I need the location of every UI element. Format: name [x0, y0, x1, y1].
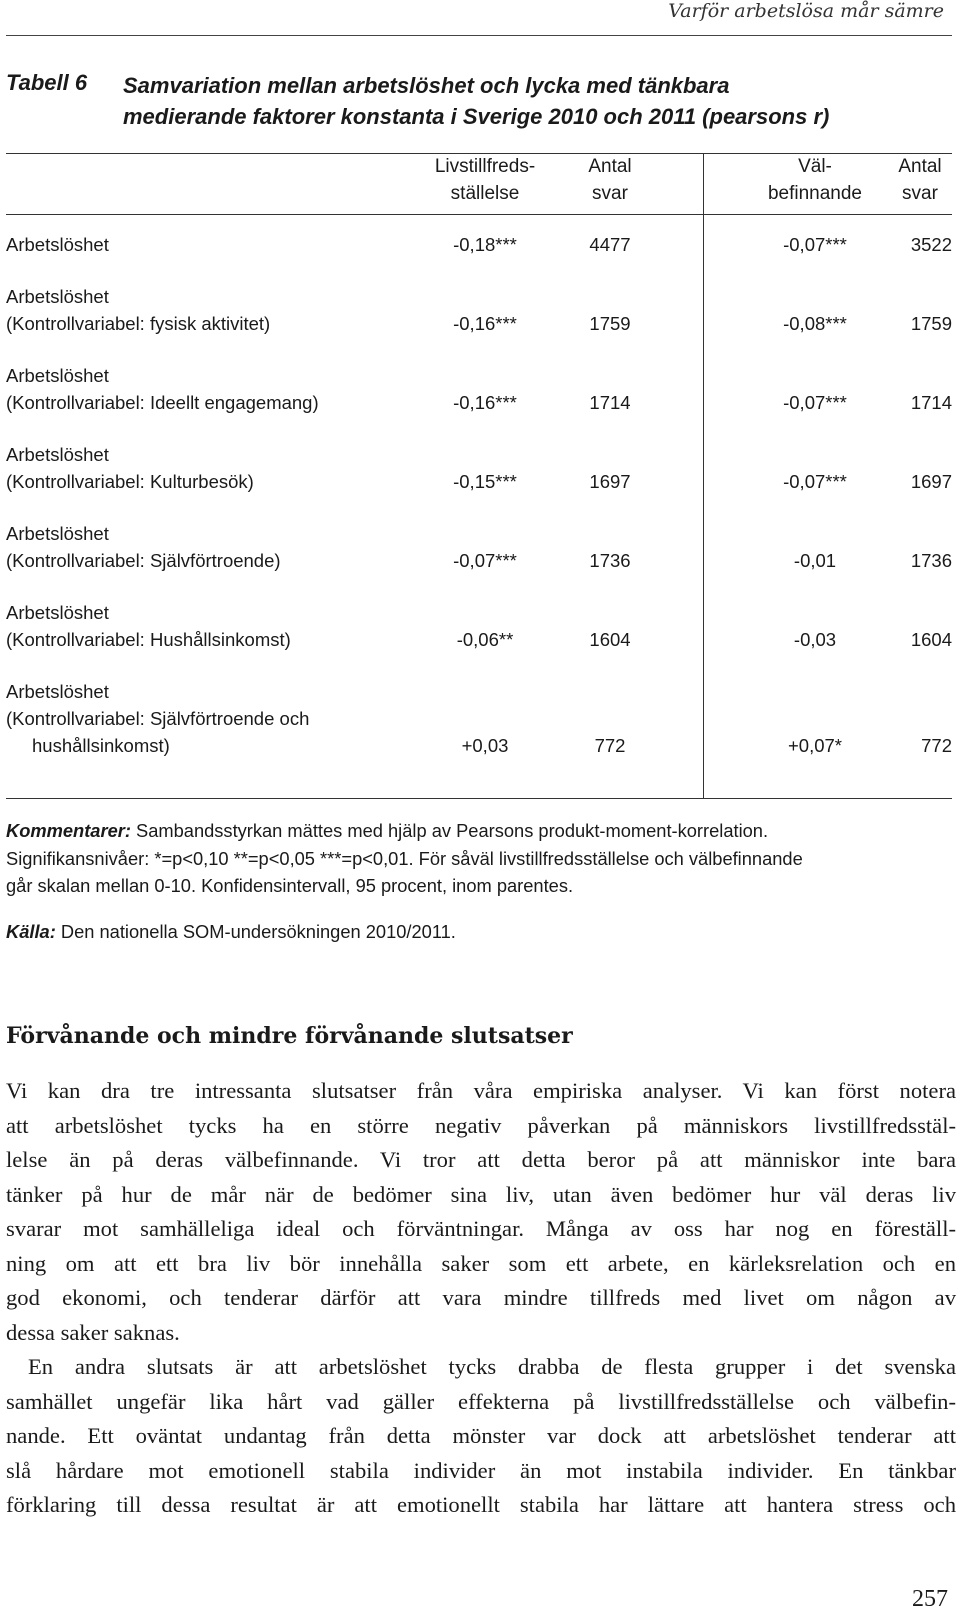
table-row: [0, 228, 960, 258]
row-label-line: Arbetslöshet: [6, 286, 109, 307]
section-heading: Förvånande och mindre förvånande slutsatser: [6, 1023, 573, 1049]
column-header-line: Väl-: [798, 156, 832, 177]
text-line: ning om att ett bra liv bör innehålla saker som ett arbete, en kärleksrelation och en: [6, 1250, 956, 1276]
table-comment: [6, 817, 956, 900]
row-label-line: Arbetslöshet: [6, 602, 109, 623]
cell-antal-1: 1736: [589, 550, 631, 571]
text-line: nande. Ett oväntat undantag från detta mönster var dock att arbetslöshet tenderar att: [6, 1423, 956, 1448]
column-header-line: Livstillfreds-: [434, 156, 536, 177]
running-head: Varför arbetslösa mår sämre: [668, 0, 944, 22]
column-header-line: Antal: [898, 156, 942, 177]
table-row: [0, 673, 960, 759]
row-label-line: Arbetslöshet: [6, 234, 109, 255]
comment-text-3: går skalan mellan 0-10. Konfidensintervall, 95 procent, inom parentes.: [6, 875, 574, 896]
comment-text-2: Signifikansnivåer: *=p<0,10 **=p<0,05 ***=p<0,01. För såväl livstillfredsställelse och välbefinnande: [6, 847, 803, 869]
cell-valbefinnande: -0,03: [793, 629, 837, 650]
cell-valbefinnande: -0,07***: [783, 471, 847, 492]
row-label: [6, 441, 254, 495]
text-line: Vi kan dra tre intressanta slutsatser från våra empiriska analyser. Vi kan först notera: [6, 1078, 956, 1103]
row-label-line: Arbetslöshet: [6, 523, 109, 544]
body-text: [6, 1074, 956, 1523]
cell-valbefinnande: +0,07*: [787, 735, 842, 756]
row-label-line: (Kontrollvariabel: Hushållsinkomst): [6, 629, 291, 650]
cell-livstillfredsstallelse: -0,15***: [453, 471, 517, 492]
column-header-antal-1: [560, 153, 660, 207]
row-label: [6, 678, 309, 759]
text-line: lelse än på deras välbefinnande. Vi tror att detta beror på att människor inte bara: [6, 1147, 956, 1172]
row-label: [6, 362, 319, 416]
table-title: [123, 70, 943, 132]
cell-livstillfredsstallelse: -0,06**: [456, 629, 514, 650]
table-row: [0, 435, 960, 495]
source-text: Den nationella SOM-undersökningen 2010/2011.: [55, 921, 456, 942]
row-label-line: (Kontrollvariabel: Självförtroende och: [6, 708, 310, 729]
cell-antal-1: 1697: [589, 471, 631, 492]
text-line: att arbetslöshet tycks ha en större negativ påverkan på människors livstillfredsstäl-: [6, 1112, 956, 1138]
paragraph-2: [6, 1350, 956, 1523]
cell-valbefinnande: -0,01: [793, 550, 837, 571]
row-label-line: (Kontrollvariabel: fysisk aktivitet): [6, 313, 271, 334]
row-label-line: Arbetslöshet: [6, 365, 109, 386]
table-row: [0, 593, 960, 653]
page-number: 257: [912, 1586, 948, 1612]
cell-antal-2: 1697: [910, 471, 952, 492]
row-label: [6, 599, 291, 653]
row-label-line: Arbetslöshet: [6, 444, 109, 465]
cell-antal-1: 1714: [589, 392, 631, 413]
text-line: dessa saker saknas.: [6, 1319, 180, 1345]
column-header-line: svar: [592, 183, 628, 204]
comment-text-1: Sambandsstyrkan mättes med hjälp av Pearsons produkt-moment-korrelation.: [130, 820, 769, 841]
cell-livstillfredsstallelse: -0,18***: [453, 234, 517, 255]
column-header-line: ställelse: [450, 183, 520, 204]
text-line: En andra slutsats är att arbetslöshet tycks drabba de flesta grupper i det svenska: [28, 1354, 956, 1379]
table-row: [0, 356, 960, 416]
column-header-line: svar: [902, 183, 938, 204]
row-label: [6, 231, 109, 258]
cell-valbefinnande: -0,07***: [783, 234, 847, 255]
row-label-line: hushållsinkomst): [32, 735, 170, 756]
table-source: [6, 921, 456, 943]
cell-antal-2: 1714: [910, 392, 952, 413]
cell-antal-1: 1604: [589, 629, 631, 650]
row-label-line: (Kontrollvariabel: Ideellt engagemang): [6, 392, 319, 413]
header-rule: [6, 35, 952, 36]
cell-antal-1: 1759: [589, 313, 631, 334]
paragraph-1: [6, 1074, 956, 1350]
cell-antal-2: 1604: [910, 629, 952, 650]
column-header-line: befinnande: [767, 183, 863, 204]
cell-livstillfredsstallelse: -0,07***: [453, 550, 517, 571]
column-header-line: Antal: [588, 156, 632, 177]
row-label-line: (Kontrollvariabel: Självförtroende): [6, 550, 281, 571]
cell-livstillfredsstallelse: -0,16***: [453, 313, 517, 334]
row-label: [6, 283, 270, 337]
table-label: Tabell 6: [6, 70, 88, 95]
text-line: svarar mot samhälleliga ideal och förväntningar. Många av oss har nog en föreställ-: [6, 1216, 956, 1241]
row-label-line: (Kontrollvariabel: Kulturbesök): [6, 471, 254, 492]
column-header-antal-2: [880, 153, 960, 207]
cell-valbefinnande: -0,07***: [783, 392, 847, 413]
cell-antal-1: 4477: [589, 234, 631, 255]
column-header-valbefinnande: [750, 153, 880, 207]
cell-livstillfredsstallelse: +0,03: [461, 735, 509, 756]
comment-label: Kommentarer:: [6, 820, 131, 841]
source-label: Källa:: [6, 921, 56, 942]
text-line: förklaring till dessa resultat är att emotionellt stabila har lättare att hantera stress och: [6, 1492, 956, 1517]
table-title-line-1: Samvariation mellan arbetslöshet och lycka med tänkbara: [123, 73, 730, 98]
table-bottom-rule: [6, 798, 952, 799]
text-line: tänker på hur de mår när de bedömer sina liv, utan även bedömer hur väl deras liv: [6, 1181, 956, 1207]
cell-antal-2: 1759: [910, 313, 952, 334]
row-label: [6, 520, 281, 574]
cell-antal-1: 772: [594, 735, 626, 756]
cell-antal-2: 1736: [910, 550, 952, 571]
text-line: slå hårdare mot emotionell stabila individer än mot instabila individer. En tänkbar: [6, 1457, 956, 1483]
row-label-line: Arbetslöshet: [6, 681, 109, 702]
text-line: samhället ungefär lika hårt vad gäller effekterna på livstillfredsställelse och välbefin-: [6, 1388, 956, 1414]
column-header-livstillfredsstallelse: [420, 153, 550, 207]
text-line: god ekonomi, och tenderar därför att vara mindre tillfreds med livet om någon av: [6, 1285, 956, 1310]
table-title-line-2: medierande faktorer konstanta i Sverige 2010 och 2011 (pearsons r): [123, 104, 830, 129]
cell-valbefinnande: -0,08***: [783, 313, 847, 334]
cell-antal-2: 772: [921, 735, 952, 756]
cell-livstillfredsstallelse: -0,16***: [453, 392, 517, 413]
table-row: [0, 514, 960, 574]
table-row: [0, 277, 960, 337]
table-header-rule: [6, 214, 952, 215]
cell-antal-2: 3522: [910, 234, 952, 255]
